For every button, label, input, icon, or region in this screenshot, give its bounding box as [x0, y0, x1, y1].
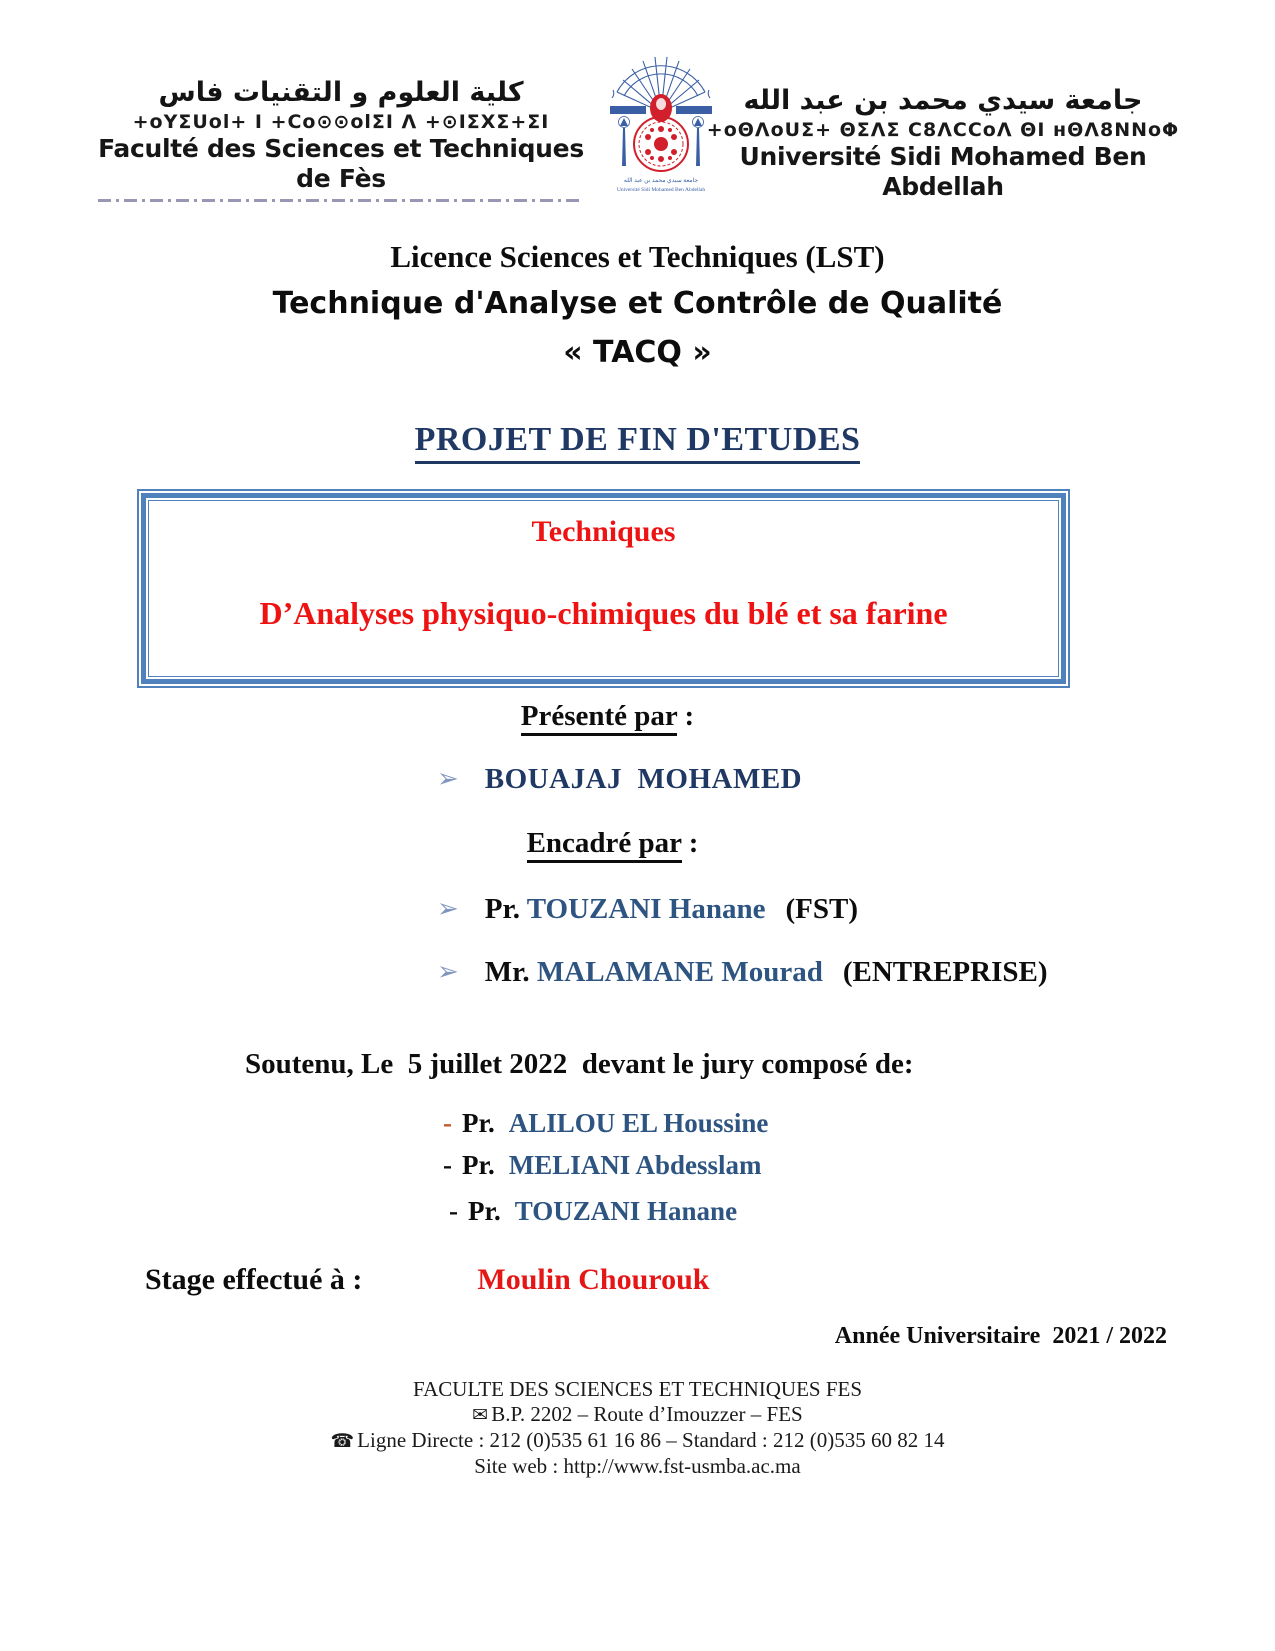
- supervisor-name: TOUZANI Hanane: [526, 893, 766, 925]
- jury-member-row: [449, 1196, 737, 1227]
- jury-dash: -: [443, 1150, 452, 1180]
- defense-statement: Soutenu, Le 5 juillet 2022 devant le jury composé de:: [245, 1048, 914, 1080]
- program-title-block: [0, 239, 1275, 370]
- header-faculty-block: [98, 76, 584, 202]
- jury-name: TOUZANI Hanane: [514, 1196, 738, 1226]
- candidate-name: BOUAJAJ MOHAMED: [484, 763, 803, 795]
- program-degree: Licence Sciences et Techniques (LST): [390, 239, 885, 274]
- supervisor-affiliation: (FST): [785, 893, 858, 925]
- presented-by-label: Présenté par: [521, 700, 678, 736]
- faculty-name-tifinagh: +oYΣUol+ I +Co⊙⊙olΣI Λ +⊙IΣXΣ+ΣI: [132, 111, 550, 133]
- jury-name: ALILOU EL Houssine: [508, 1108, 769, 1138]
- footer-phones: Ligne Directe : 212 (0)535 61 16 86 – Standard : 212 (0)535 60 82 14: [357, 1428, 945, 1452]
- subject-line2: D’Analyses physiquo-chimiques du blé et sa farine: [259, 595, 948, 631]
- jury-title: Pr.: [462, 1150, 495, 1180]
- footer-address: B.P. 2202 – Route d’Imouzzer – FES: [491, 1402, 803, 1426]
- faculty-name-french: Faculté des Sciences et Techniques de Fès: [98, 134, 584, 193]
- mail-icon: ✉: [472, 1404, 489, 1426]
- logo-caption-arabic: جامعة سيدي محمد بن عبد الله: [623, 178, 699, 184]
- footer-phone-line: [0, 1428, 1275, 1454]
- supervisor-name: MALAMANE Mourad: [536, 956, 823, 988]
- jury-title: Pr.: [462, 1108, 495, 1138]
- phone-icon: ☎: [330, 1430, 355, 1452]
- supervised-by-heading: [0, 827, 1225, 860]
- supervisor-line: [437, 956, 1048, 989]
- arrow-bullet-icon: ➢: [437, 957, 459, 987]
- university-name-french: Université Sidi Mohamed Ben Abdellah: [739, 142, 1147, 201]
- logo-caption-french: Université Sidi Mohamed Ben Abdellah: [616, 187, 706, 193]
- report-title: [0, 421, 1275, 459]
- header-university-block: [700, 84, 1186, 202]
- jury-title: Pr.: [468, 1196, 501, 1226]
- jury-member-row: [443, 1108, 768, 1139]
- report-title-text: PROJET DE FIN D'ETUDES: [415, 421, 861, 464]
- subject-line1: Techniques: [531, 515, 676, 548]
- footer-website-line: [0, 1454, 1275, 1479]
- program-acronym: « TACQ »: [563, 335, 712, 370]
- arrow-bullet-icon: ➢: [437, 764, 459, 794]
- supervisor-affiliation: (ENTREPRISE): [842, 956, 1048, 988]
- jury-member-row: [443, 1150, 762, 1181]
- internship-line: [145, 1263, 709, 1297]
- internship-company: Moulin Chourouk: [477, 1263, 710, 1296]
- university-name-tifinagh: +oΘΛoUΣ+ ΘΣΛΣ C8ΛCCoΛ ΘI ʜΘΛ8NNoΦ: [706, 119, 1180, 141]
- jury-dash: -: [449, 1196, 458, 1226]
- supervised-by-colon: :: [681, 827, 699, 859]
- footer-address-line: [0, 1402, 1275, 1428]
- candidate-line: [437, 763, 802, 796]
- presented-by-colon: :: [677, 700, 695, 732]
- jury-name: MELIANI Abdesslam: [508, 1150, 762, 1180]
- footer-faculty-name: FACULTE DES SCIENCES ET TECHNIQUES FES: [412, 1377, 863, 1401]
- program-specialty: Technique d'Analyse et Contrôle de Qualité: [272, 286, 1003, 321]
- presented-by-heading: [0, 700, 1215, 733]
- academic-year: Année Universitaire 2021 / 2022: [834, 1323, 1167, 1349]
- footer-website: Site web : http://www.fst-usmba.ac.ma: [474, 1454, 801, 1478]
- faculty-name-arabic: كلية العلوم و التقنيات فاس: [158, 77, 524, 108]
- university-name-arabic: جامعة سيدي محمد بن عبد الله: [743, 85, 1143, 116]
- jury-dash: -: [443, 1108, 452, 1138]
- supervisor-title: Mr.: [484, 956, 530, 988]
- subject-box: [137, 489, 1070, 688]
- arrow-bullet-icon: ➢: [437, 894, 459, 924]
- internship-label: Stage effectué à :: [145, 1263, 363, 1296]
- footer-contact-block: [0, 1377, 1275, 1479]
- supervisor-title: Pr.: [484, 893, 520, 925]
- header-dashdot-divider: [98, 199, 584, 202]
- supervisor-line: [437, 893, 858, 926]
- supervised-by-label: Encadré par: [527, 827, 682, 863]
